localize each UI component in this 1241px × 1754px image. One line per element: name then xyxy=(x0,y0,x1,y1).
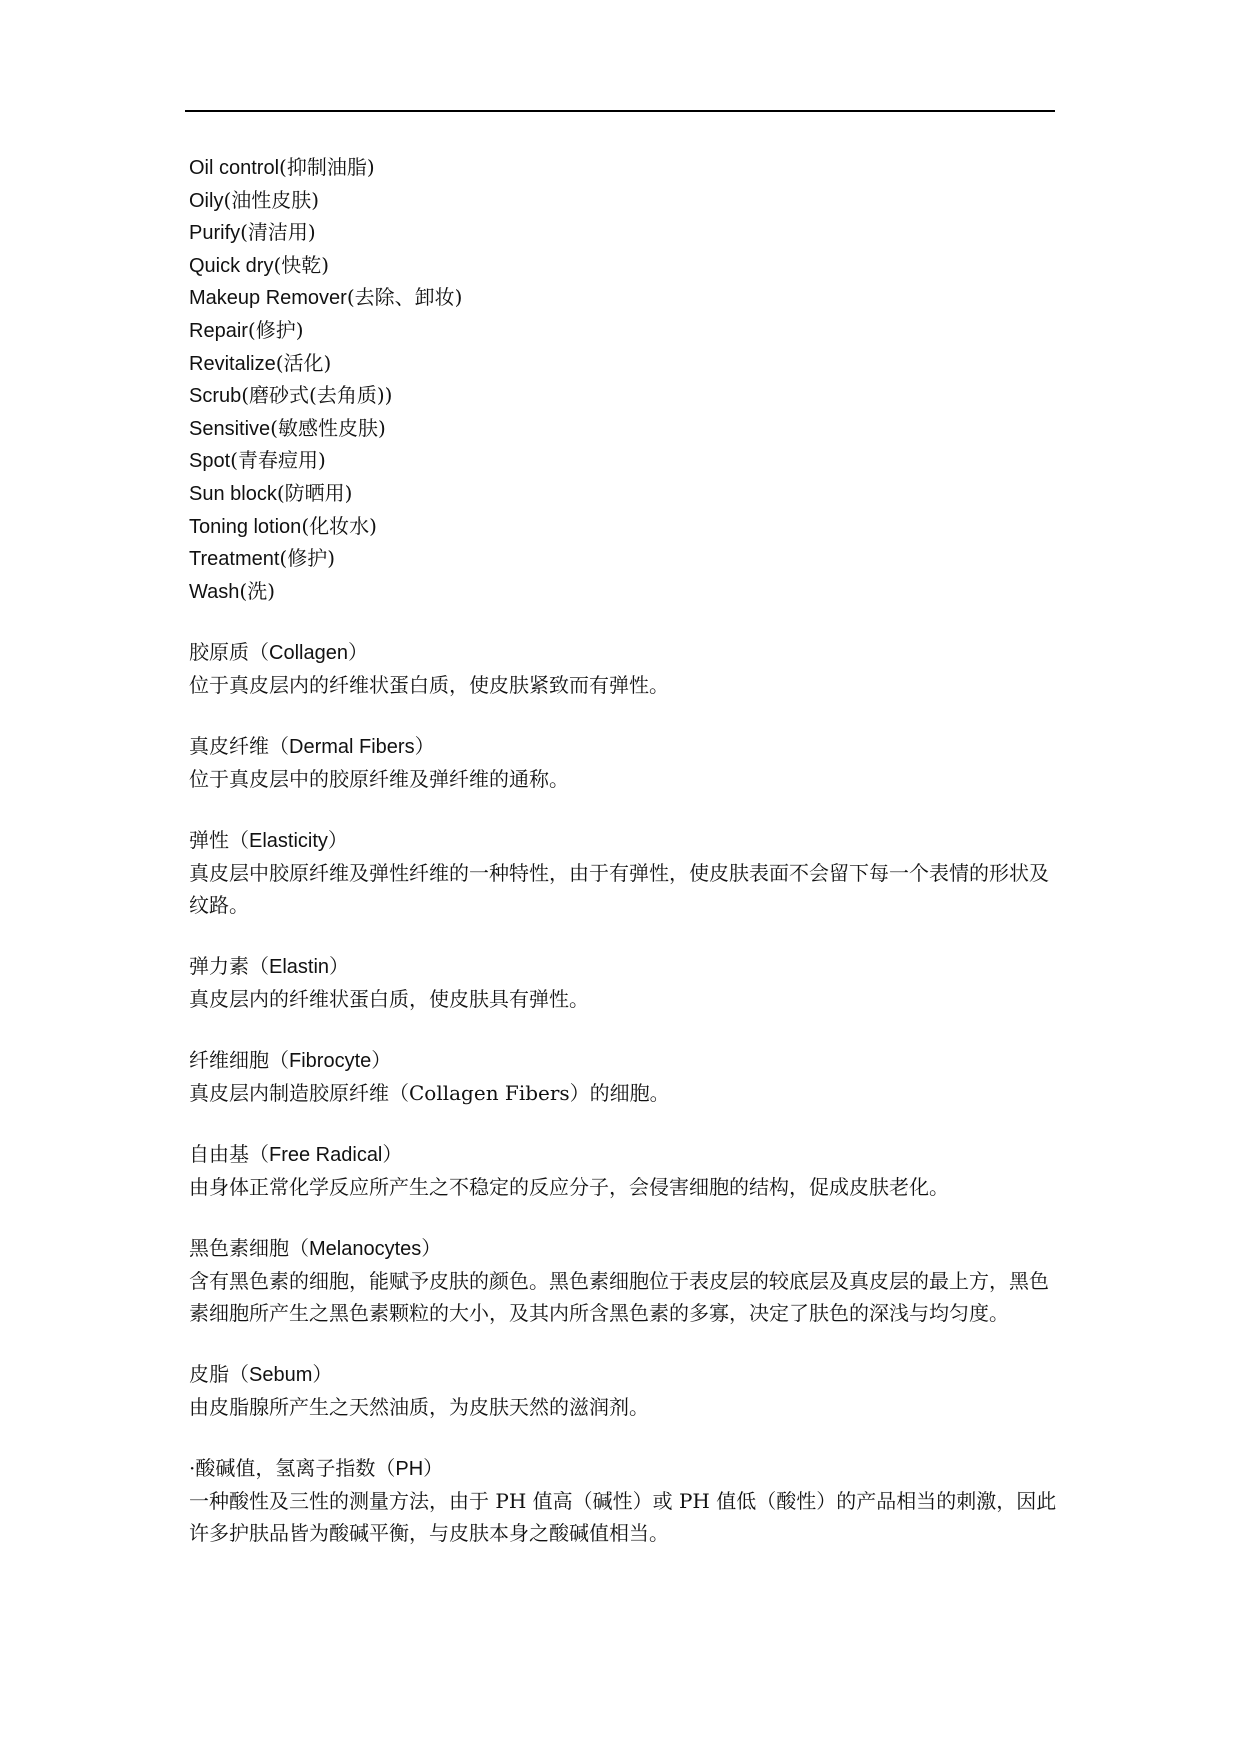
entry-title-english: Sebum xyxy=(249,1364,313,1387)
term-chinese: (抑制油脂) xyxy=(279,155,375,179)
term-item xyxy=(189,510,1059,543)
term-english: Sun block xyxy=(189,482,277,505)
term-english: Revitalize xyxy=(189,352,276,375)
entry-title-chinese: 胶原质（ xyxy=(189,640,269,665)
entry-title-close: ） xyxy=(371,1048,392,1073)
term-item xyxy=(189,281,1059,314)
glossary-entry xyxy=(189,1232,1059,1329)
entry-title xyxy=(189,950,1059,983)
term-chinese: (修护) xyxy=(247,317,304,342)
term-english: Purify xyxy=(189,222,241,245)
entry-title-chinese: 弹力素（ xyxy=(189,954,269,979)
entry-title-chinese: 真皮纤维（ xyxy=(189,734,289,759)
term-english: Oily xyxy=(189,189,224,212)
entry-title-close: ） xyxy=(414,734,435,759)
entry-title-close: ） xyxy=(423,1456,444,1481)
term-item xyxy=(189,477,1059,510)
entry-title xyxy=(189,824,1059,857)
term-item xyxy=(189,444,1059,477)
term-english: Treatment xyxy=(189,548,280,571)
entry-title-chinese: 黑色素细胞（ xyxy=(189,1236,309,1261)
entry-title-chinese: 纤维细胞（ xyxy=(189,1048,289,1073)
term-english: Toning lotion xyxy=(189,515,302,538)
document-content xyxy=(189,151,1059,1578)
entry-title-chinese: ·酸碱值，氢离子指数（ xyxy=(189,1456,396,1481)
glossary-entry xyxy=(189,1452,1059,1549)
glossary-entry xyxy=(189,730,1059,795)
term-item xyxy=(189,347,1059,380)
entry-title-close: ） xyxy=(347,640,368,665)
header-rule xyxy=(185,110,1055,112)
entry-title xyxy=(189,1358,1059,1391)
entry-description: 位于真皮层内的纤维状蛋白质，使皮肤紧致而有弹性。 xyxy=(189,673,669,698)
entry-title-chinese: 自由基（ xyxy=(189,1142,269,1167)
glossary-entry xyxy=(189,1044,1059,1109)
term-item xyxy=(189,575,1059,608)
term-item xyxy=(189,249,1059,282)
entry-title-chinese: 弹性（ xyxy=(189,828,249,853)
entry-description: 由身体正常化学反应所产生之不稳定的反应分子，会侵害细胞的结构，促成皮肤老化。 xyxy=(189,1175,949,1200)
entry-description: 一种酸性及三性的测量方法，由于 PH 值高（碱性）或 PH 值低（酸性）的产品相当的刺激，因此许多护肤品皆为酸碱平衡，与皮肤本身之酸碱值相当。 xyxy=(189,1489,1057,1546)
entry-title xyxy=(189,1044,1059,1077)
entry-title xyxy=(189,1138,1059,1171)
entry-description: 含有黑色素的细胞，能赋予皮肤的颜色。黑色素细胞位于表皮层的较底层及真皮层的最上方，黑色素细胞所产生之黑色素颗粒的大小，及其内所含黑色素的多寡，决定了肤色的深浅与均匀度。 xyxy=(189,1269,1049,1326)
glossary-entry xyxy=(189,1358,1059,1423)
term-item xyxy=(189,542,1059,575)
term-item xyxy=(189,184,1059,217)
term-chinese: (洗) xyxy=(239,578,275,603)
term-english: Oil control xyxy=(189,157,280,179)
term-chinese: (快乾) xyxy=(273,252,330,277)
term-chinese: (防晒用) xyxy=(276,480,353,505)
glossary-entry xyxy=(189,1138,1059,1203)
term-english: Scrub xyxy=(189,385,242,408)
entry-title-english: Melanocytes xyxy=(309,1238,422,1261)
entry-description: 位于真皮层中的胶原纤维及弹纤维的通称。 xyxy=(189,767,569,792)
entry-title xyxy=(189,1232,1059,1265)
entry-title-close: ） xyxy=(329,954,350,979)
entry-description: 由皮脂腺所产生之天然油质，为皮肤天然的滋润剂。 xyxy=(189,1395,649,1420)
term-english: Repair xyxy=(189,319,248,342)
term-english: Wash xyxy=(189,580,240,603)
term-chinese: (敏感性皮肤) xyxy=(270,415,386,440)
term-english: Spot xyxy=(189,450,231,473)
term-chinese: (清洁用) xyxy=(240,220,316,245)
entry-title-english: Dermal Fibers xyxy=(289,736,415,759)
entry-description: 真皮层内的纤维状蛋白质，使皮肤具有弹性。 xyxy=(189,987,589,1012)
term-item xyxy=(189,151,1059,184)
entry-title-english: Elastin xyxy=(269,956,330,979)
term-chinese: (油性皮肤) xyxy=(223,187,320,212)
entry-title xyxy=(189,1452,1059,1485)
term-item xyxy=(189,379,1059,412)
term-chinese: (化妆水) xyxy=(301,513,377,538)
entry-title-close: ） xyxy=(421,1236,442,1261)
term-chinese: (去除、卸妆) xyxy=(346,285,463,310)
entry-title xyxy=(189,730,1059,763)
entry-title-english: Collagen xyxy=(269,642,348,665)
term-chinese: (磨砂式(去角质)) xyxy=(241,383,393,408)
entry-title-english: Free Radical xyxy=(269,1144,383,1167)
glossary-entry xyxy=(189,950,1059,1015)
entry-title-english: PH xyxy=(395,1458,424,1481)
entry-title-close: ） xyxy=(327,828,348,853)
term-chinese: (青春痘用) xyxy=(230,448,326,473)
entry-title-english: Fibrocyte xyxy=(289,1050,372,1073)
entry-title-close: ） xyxy=(312,1362,333,1387)
entry-title-english: Elasticity xyxy=(249,830,328,853)
glossary-entry xyxy=(189,824,1059,921)
glossary-entry xyxy=(189,636,1059,701)
term-list xyxy=(189,151,1059,607)
term-item xyxy=(189,412,1059,445)
term-chinese: (修护) xyxy=(279,546,336,571)
term-chinese: (活化) xyxy=(275,350,332,375)
glossary-entries xyxy=(189,636,1059,1549)
term-item xyxy=(189,216,1059,249)
entry-title xyxy=(189,636,1059,669)
term-english: Makeup Remover xyxy=(189,287,347,310)
term-english: Quick dry xyxy=(189,254,274,277)
term-item xyxy=(189,314,1059,347)
entry-description: 真皮层内制造胶原纤维（Collagen Fibers）的细胞。 xyxy=(189,1081,670,1106)
entry-description: 真皮层中胶原纤维及弹性纤维的一种特性，由于有弹性，使皮肤表面不会留下每一个表情的形状及纹路。 xyxy=(189,861,1049,918)
entry-title-chinese: 皮脂（ xyxy=(189,1362,249,1387)
term-english: Sensitive xyxy=(189,417,271,440)
entry-title-close: ） xyxy=(382,1142,403,1167)
